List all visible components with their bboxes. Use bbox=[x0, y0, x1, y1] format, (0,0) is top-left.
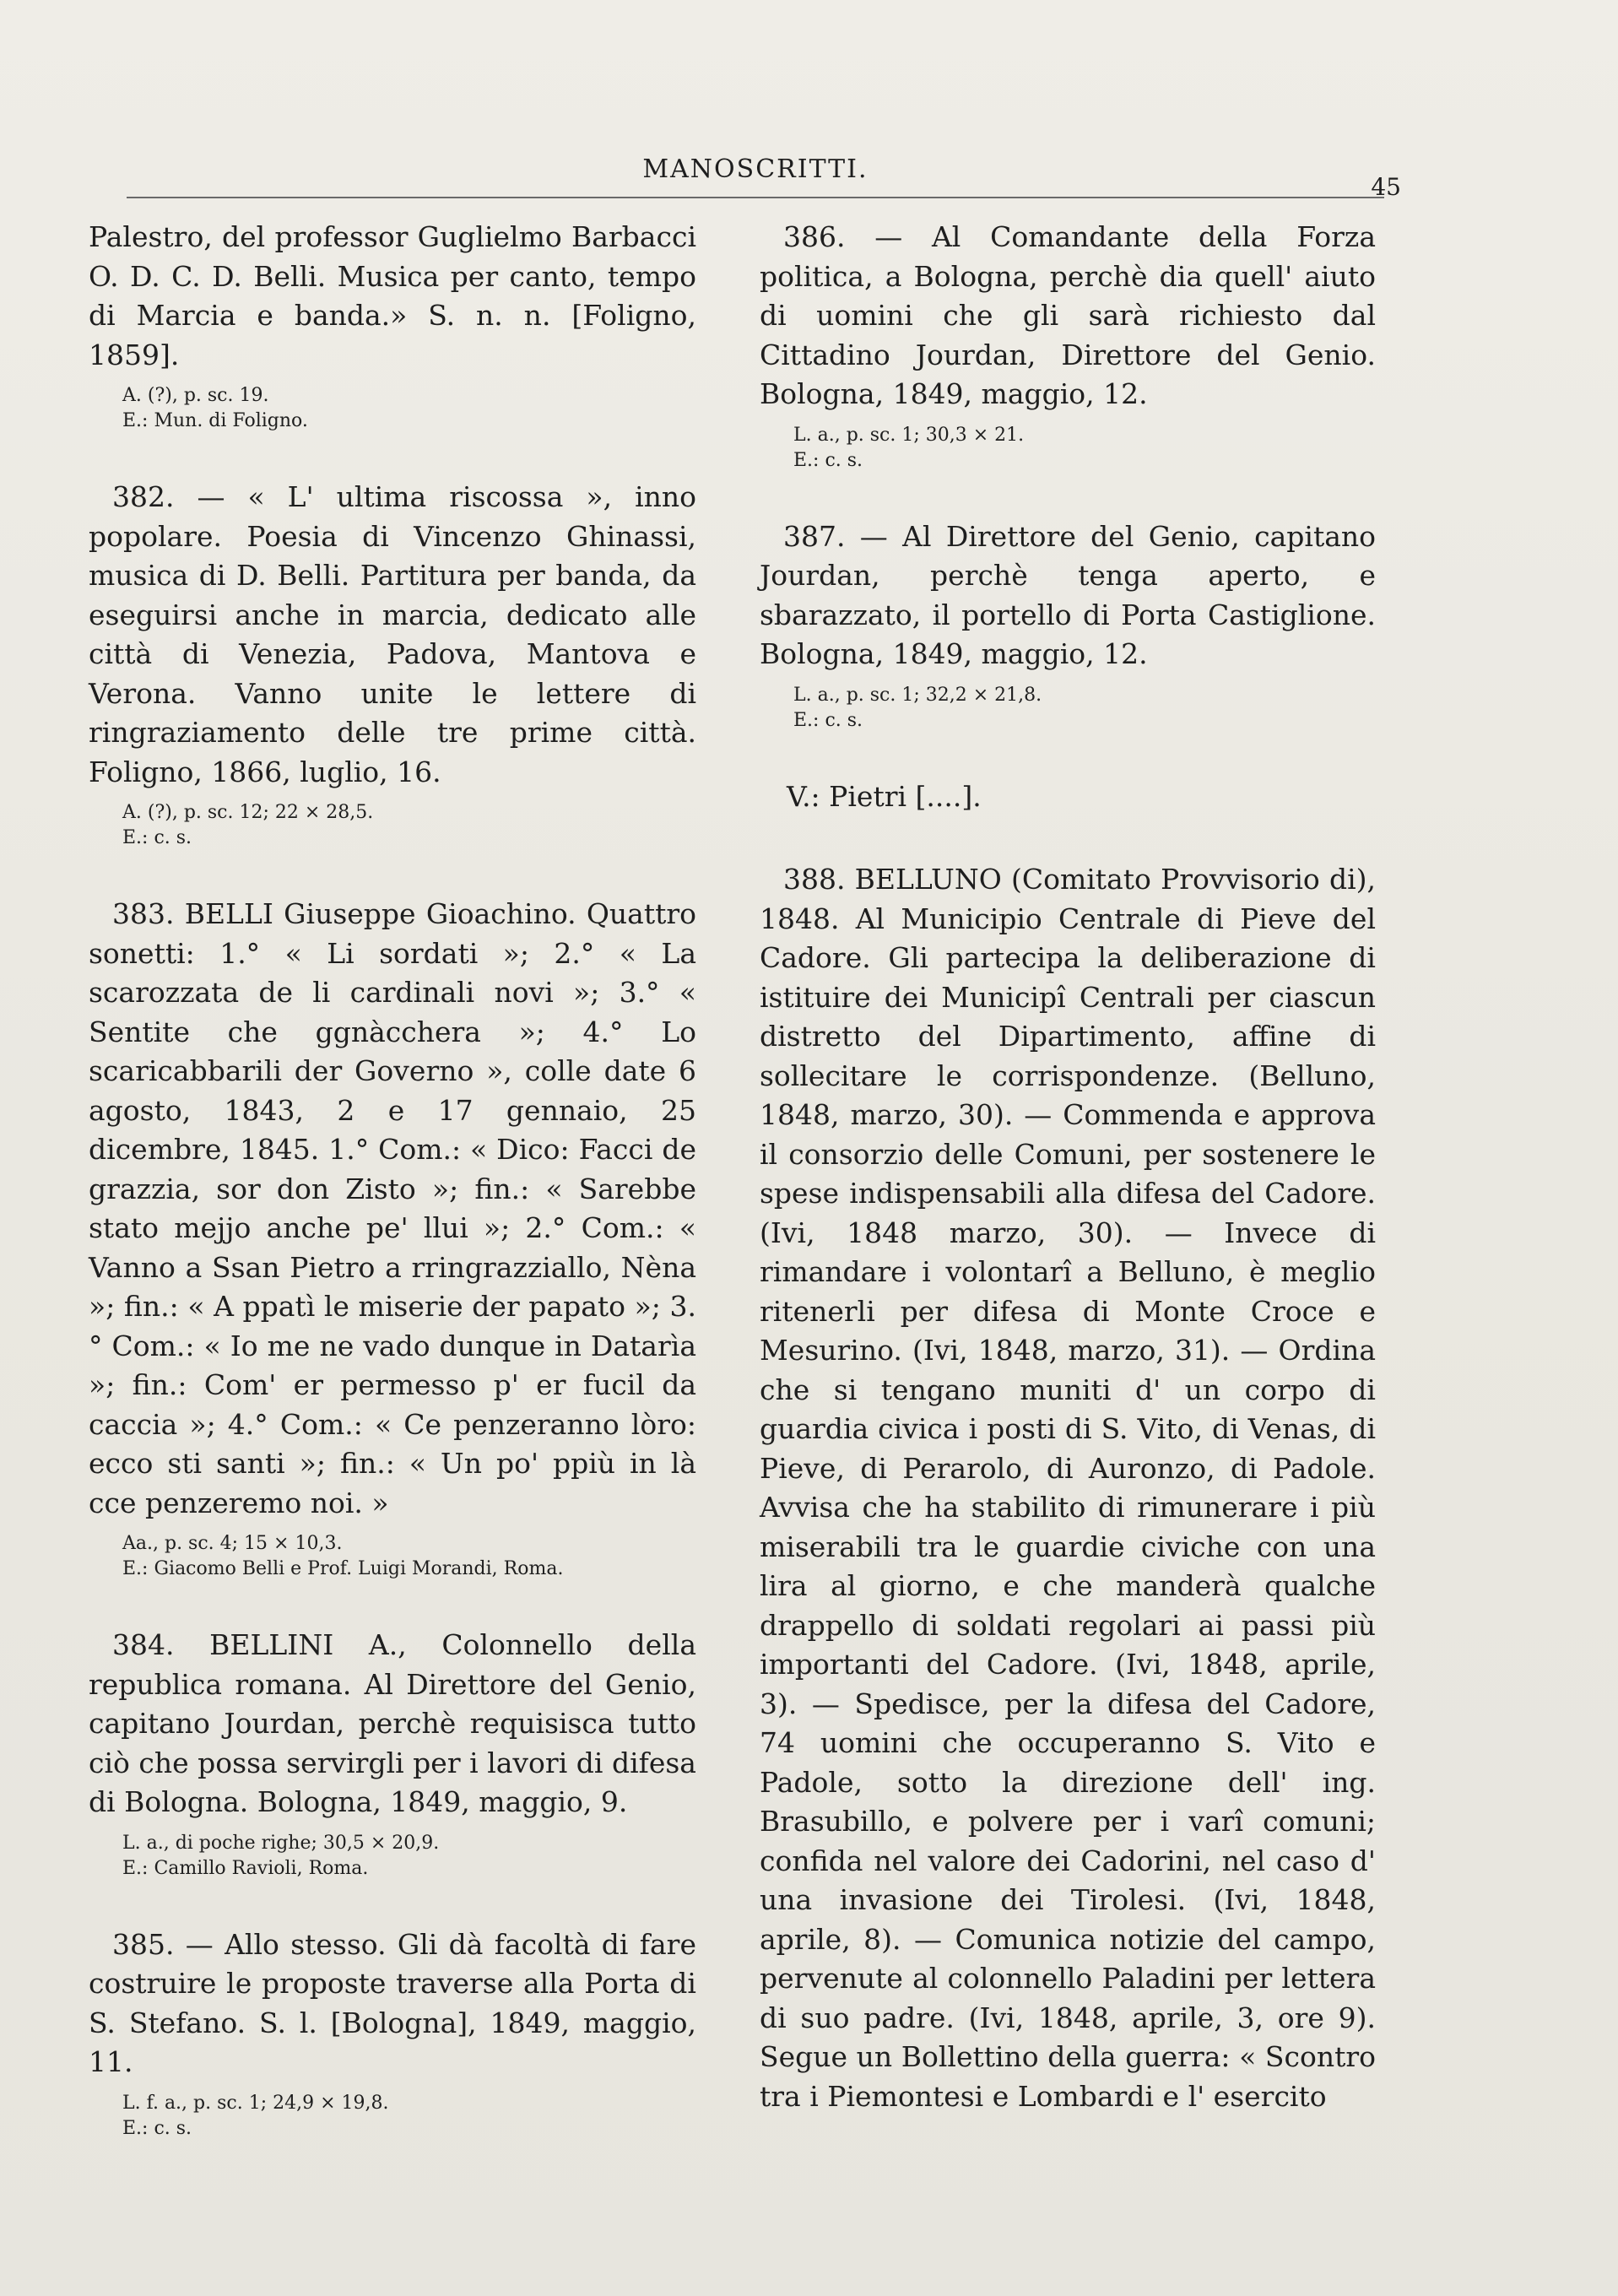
catalog-entry bbox=[89, 895, 696, 1582]
entry-text: 384. BELLINI A., Colonnello della republica romana. Al Direttore del Genio, capitano Jourdan, perchè requisisca tutto ciò che possa servirgli per i lavori di difesa di Bologna. Bologna, 1849, maggio, 9. bbox=[89, 1628, 696, 1818]
entry-text: Palestro, del professor Guglielmo Barbacci O. D. C. D. Belli. Musica per canto, tempo di Marcia e banda.» S. n. n. [Foligno, 1859]. bbox=[89, 220, 696, 371]
right-column bbox=[760, 218, 1376, 2160]
entry-text: 382. — « L' ultima riscossa », inno popolare. Poesia di Vincenzo Ghinassi, musica di D. Belli. Partitura per banda, da eseguirsi anche in marcia, dedicato alle città di Venezia, Padova, Mantova e Verona. Vanno unite le lettere di ringraziamento delle tre prime città. Foligno, 1866, luglio, 16. bbox=[89, 480, 696, 788]
entry-note: E.: c. s. bbox=[793, 709, 863, 731]
entry-note: E.: c. s. bbox=[122, 2117, 192, 2139]
entry-text: 387. — Al Direttore del Genio, capitano Jourdan, perchè tenga aperto, e sbarazzato, il portello di Porta Castiglione. Bologna, 1849, maggio, 12. bbox=[760, 519, 1376, 670]
entry-note: A. (?), p. sc. 12; 22 × 28,5. bbox=[122, 802, 374, 823]
left-column bbox=[89, 218, 696, 2185]
running-title: MANOSCRITTI. bbox=[642, 154, 869, 184]
catalog-entry bbox=[760, 517, 1376, 734]
entry-note: L. a., p. sc. 1; 32,2 × 21,8. bbox=[793, 684, 1042, 706]
entry-note: A. (?), p. sc. 19. bbox=[122, 385, 269, 406]
entry-note: E.: Giacomo Belli e Prof. Luigi Morandi, Roma. bbox=[122, 1558, 564, 1579]
entry-text: 386. — Al Comandante della Forza politica, a Bologna, perchè dia quell' aiuto di uomini che gli sarà richiesto dal Cittadino Jourdan, Direttore del Genio. Bologna, 1849, maggio, 12. bbox=[760, 220, 1376, 410]
page-number: 45 bbox=[1371, 173, 1401, 201]
catalog-entry bbox=[89, 1626, 696, 1882]
entry-text: 388. BELLUNO (Comitato Provvisorio di), 1848. Al Municipio Centrale di Pieve del Cadore. Gli partecipa la deliberazione di istituire dei Municipî Centrali per ciascun distretto del Dipartimento, affine di sollecitare le corrispondenze. (Belluno, 1848, marzo, 30). — Commenda e approva il consorzio delle Comuni, per sostenere le spese indispensabili alla difesa del Cadore. (Ivi, 1848 marzo, 30). — Invece di rimandare i volontarî a Belluno, è meglio ritenerli per difesa di Monte Croce e Mesurino. (Ivi, 1848, marzo, 31). — Ordina che si tengano muniti d' un corpo di guardia civica i posti di S. Vito, di Venas, di Pieve, di Perarolo, di Auronzo, di Padole. Avvisa che ha stabilito di rimunerare i più miserabili tra le guardie civiche con una lira al giorno, e che manderà qualche drappello di soldati regolari ai passi più importanti del Cadore. (Ivi, 1848, aprile, 3). — Spedisce, per la difesa del Cadore, 74 uomini che occuperanno S. Vito e Padole, sotto la direzione dell' ing. Brasubillo, e polvere per i varî comuni; confida nel valore dei Cadorini, nel caso d' una invasione dei Tirolesi. (Ivi, 1848, aprile, 8). — Comunica notizie del campo, pervenute al colonnello Paladini per lettera di suo padre. (Ivi, 1848, aprile, 3, ore 9). Segue un Bollettino della guerra: « Scontro tra i Piemontesi e Lombardi e l' esercito bbox=[760, 863, 1376, 2113]
entry-text: 383. BELLI Giuseppe Gioachino. Quattro sonetti: 1.° « Li sordati »; 2.° « La scarozzata de li cardinali novi »; 3.° « Sentite che ggnàcchera »; 4.° Lo scaricabbarili der Governo », colle date 6 agosto, 1843, 2 e 17 gennaio, 25 dicembre, 1845. 1.° Com.: « Dico: Facci de grazzia, sor don Zisto »; fin.: « Sarebbe stato mejjo anche pe' llui »; 2.° Com.: « Vanno a Ssan Pietro a rringrazziallo, Nèna »; fin.: « A ppatì le miserie der papato »; 3.° Com.: « Io me ne vado dunque in Datarìa »; fin.: Com' er permesso p' er fucil da caccia »; 4.° Com.: « Ce penzeranno lòro: ecco sti santi »; fin.: « Un po' ppiù in là cce penzeremo noi. » bbox=[89, 897, 696, 1519]
entry-text: 385. — Allo stesso. Gli dà facoltà di fare costruire le proposte traverse alla Porta di S. Stefano. S. l. [Bologna], 1849, maggio, 11. bbox=[89, 1927, 696, 2078]
entry-note: E.: Mun. di Foligno. bbox=[122, 410, 308, 431]
catalog-entry bbox=[760, 218, 1376, 474]
entry-note: Aa., p. sc. 4; 15 × 10,3. bbox=[122, 1533, 343, 1554]
running-header bbox=[127, 154, 1401, 201]
entry-note: E.: Camillo Ravioli, Roma. bbox=[122, 1857, 369, 1879]
catalog-entry bbox=[760, 860, 1376, 2116]
entry-note: L. a., di poche righe; 30,5 × 20,9. bbox=[122, 1832, 440, 1854]
entry-note: L. a., p. sc. 1; 30,3 × 21. bbox=[793, 424, 1025, 446]
entry-note: L. f. a., p. sc. 1; 24,9 × 19,8. bbox=[122, 2092, 389, 2114]
entry-note: E.: c. s. bbox=[122, 827, 192, 848]
cross-reference: V.: Pietri [....]. bbox=[787, 779, 982, 813]
catalog-entry bbox=[89, 478, 696, 851]
catalog-entry bbox=[89, 1925, 696, 2142]
entry-note: E.: c. s. bbox=[793, 449, 863, 471]
catalog-entry bbox=[89, 218, 696, 434]
